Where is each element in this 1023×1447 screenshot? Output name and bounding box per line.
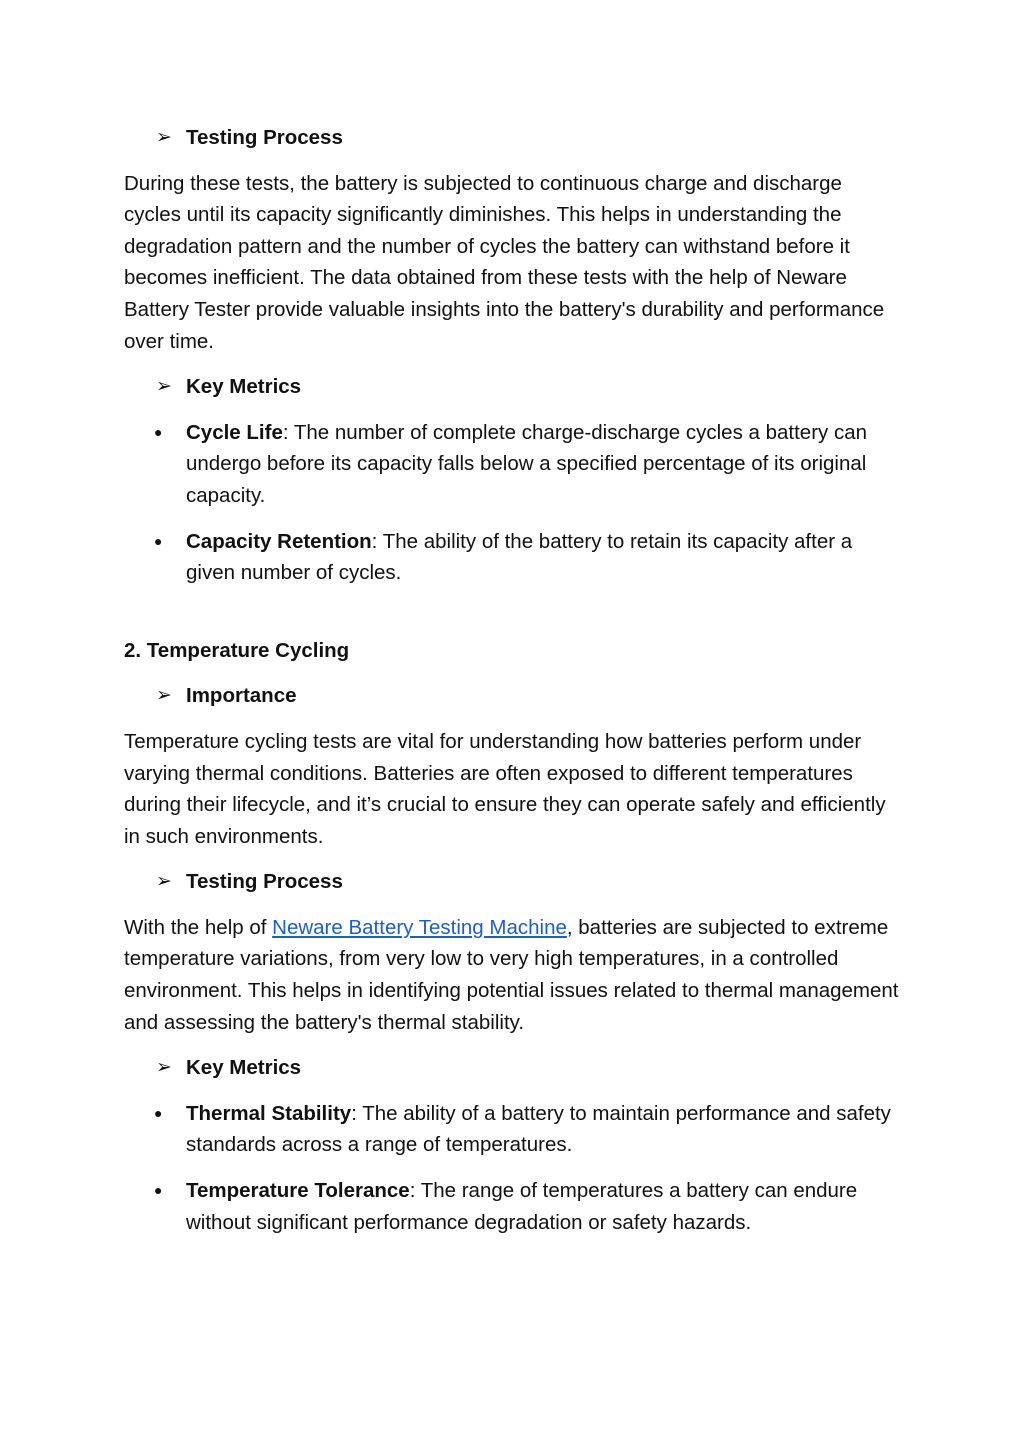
testing-process-paragraph: During these tests, the battery is subjected to continuous charge and discharge cycles until its capacity significantly diminishes. This helps in understanding the degradation pattern and the number of cycles the battery can withstand before it becomes inefficient. The data obtained from these tests with the help of Neware Battery Tester provide valuable insights into the battery's durability and performance over time.	[124, 171, 885, 353]
arrow-bullet-icon: ➢	[156, 376, 172, 398]
bullet-dot-icon: ●	[154, 1182, 163, 1199]
metric-term: Cycle Life	[186, 420, 283, 444]
key-metrics-heading	[124, 371, 904, 403]
metric-description: : The number of complete charge-discharge cycles a battery can undergo before its capacity falls below a specified percentage of its original capacity.	[186, 420, 868, 507]
testing-process-paragraph	[124, 912, 904, 1038]
paragraph-prefix: With the help of	[124, 915, 273, 939]
list-item	[124, 417, 904, 512]
arrow-bullet-icon: ➢	[156, 685, 172, 707]
arrow-bullet-icon: ➢	[156, 127, 172, 148]
testing-process-heading	[124, 866, 904, 898]
key-metrics-heading-text: Key Metrics	[186, 375, 302, 399]
arrow-bullet-icon: ➢	[156, 871, 172, 893]
list-item	[124, 526, 904, 589]
section-title: 2. Temperature Cycling	[124, 638, 350, 662]
bullet-dot-icon: ●	[154, 1104, 163, 1121]
neware-testing-machine-link[interactable]: Neware Battery Testing Machine	[272, 915, 567, 939]
document-content	[124, 122, 904, 1252]
testing-process-heading-text: Testing Process	[186, 870, 343, 894]
importance-heading-text: Importance	[186, 684, 297, 708]
bullet-dot-icon: ●	[154, 532, 163, 549]
list-item	[124, 1175, 904, 1238]
arrow-bullet-icon: ➢	[156, 1057, 172, 1079]
testing-process-heading-text: Testing Process	[186, 126, 343, 149]
metric-term: Temperature Tolerance	[186, 1179, 410, 1203]
metric-description: : The ability of the battery to retain its capacity after a given number of cycles.	[186, 529, 853, 585]
testing-process-heading	[124, 122, 904, 154]
metric-description: : The ability of a battery to maintain performance and safety standards across a range of temperatures.	[186, 1101, 891, 1157]
metric-description: : The range of temperatures a battery can endure without significant performance degradation or safety hazards.	[186, 1179, 858, 1234]
metric-term: Thermal Stability	[186, 1101, 352, 1125]
importance-heading	[124, 680, 904, 712]
list-item	[124, 1098, 904, 1161]
bullet-dot-icon: ●	[154, 423, 163, 440]
key-metrics-heading	[124, 1052, 904, 1084]
key-metrics-heading-text: Key Metrics	[186, 1056, 302, 1080]
metric-term: Capacity Retention	[186, 529, 372, 553]
paragraph-suffix: , batteries are subjected to extreme temperature variations, from very low to very high temperatures, in a controlled environment. This helps in identifying potential issues related to thermal management and assessing the battery's thermal stability.	[124, 915, 899, 1034]
importance-paragraph: Temperature cycling tests are vital for understanding how batteries perform under varying thermal conditions. Batteries are often exposed to different temperatures during their lifecycle, and it’s crucial to ensure they can operate safely and efficiently in such environments.	[124, 729, 886, 848]
